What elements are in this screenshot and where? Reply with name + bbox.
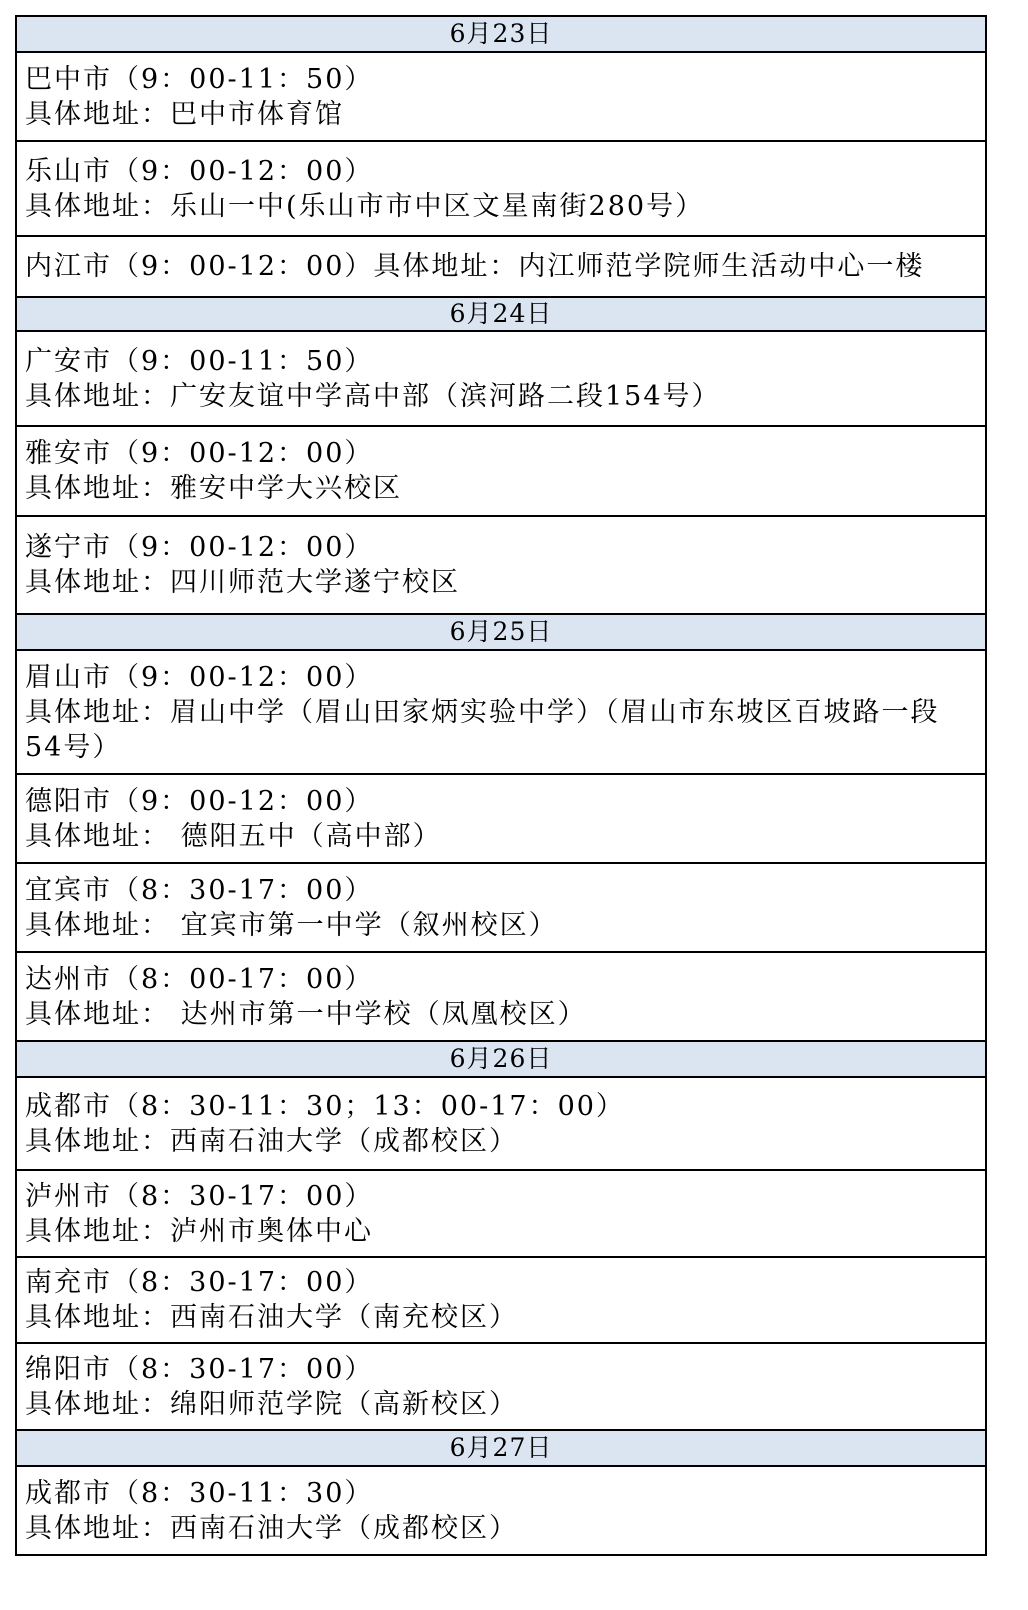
venue-address: 具体地址：广安友谊中学高中部（滨河路二段154号） xyxy=(25,380,721,412)
venue-address: 具体地址： 达州市第一中学校（凤凰校区） xyxy=(25,998,587,1030)
venue-cell xyxy=(16,426,986,516)
venue-address: 具体地址：乐山一中(乐山市市中区文星南街280号） xyxy=(25,190,705,222)
venue-time: 德阳市（9：00-12：00） xyxy=(25,785,374,817)
date-cell: 6月26日 xyxy=(16,1041,986,1077)
venue-row xyxy=(16,426,986,516)
venue-time: 宜宾市（8：30-17：00） xyxy=(25,874,374,906)
venue-time: 绵阳市（8：30-17：00） xyxy=(25,1353,374,1385)
venue-cell xyxy=(16,141,986,236)
venue-time: 泸州市（8：30-17：00） xyxy=(25,1180,374,1212)
venue-time: 乐山市（9：00-12：00） xyxy=(25,155,374,187)
date-cell: 6月24日 xyxy=(16,297,986,331)
venue-time: 遂宁市（9：00-12：00） xyxy=(25,532,374,563)
venue-time: 广安市（9：00-11：50） xyxy=(25,345,374,377)
venue-row xyxy=(16,331,986,426)
venue-cell xyxy=(16,1343,986,1430)
venue-row xyxy=(16,1466,986,1555)
venue-address: 具体地址：巴中市体育馆 xyxy=(25,98,344,130)
venue-row xyxy=(16,1170,986,1257)
date-row xyxy=(16,297,986,331)
date-row xyxy=(16,1430,986,1466)
venue-cell xyxy=(16,1257,986,1343)
venue-address: 具体地址： 宜宾市第一中学（叙州校区） xyxy=(25,909,558,941)
venue-row xyxy=(16,141,986,236)
venue-cell xyxy=(16,774,986,863)
venue-address: 具体地址：西南石油大学（成都校区） xyxy=(25,1512,518,1544)
venue-cell xyxy=(16,516,986,614)
venue-cell xyxy=(16,952,986,1041)
venue-row xyxy=(16,236,986,297)
venue-time: 巴中市（9：00-11：50） xyxy=(25,63,374,95)
venue-time: 雅安市（9：00-12：00） xyxy=(25,438,374,469)
date-cell: 6月27日 xyxy=(16,1430,986,1466)
venue-cell xyxy=(16,1170,986,1257)
venue-address: 具体地址：四川师范大学遂宁校区 xyxy=(25,567,460,598)
date-cell: 6月23日 xyxy=(16,16,986,52)
venue-schedule-table xyxy=(15,15,987,1556)
date-row xyxy=(16,16,986,52)
venue-cell xyxy=(16,1466,986,1555)
venue-row xyxy=(16,863,986,952)
venue-time: 成都市（8：30-11：30；13：00-17：00） xyxy=(25,1090,625,1122)
venue-time-and-address: 内江市（9：00-12：00）具体地址：内江师范学院师生活动中心一楼 xyxy=(25,251,925,282)
venue-cell xyxy=(16,236,986,297)
venue-row xyxy=(16,650,986,774)
venue-address: 具体地址：雅安中学大兴校区 xyxy=(25,473,402,504)
venue-row xyxy=(16,52,986,141)
venue-row xyxy=(16,1257,986,1343)
venue-cell xyxy=(16,52,986,141)
date-row xyxy=(16,614,986,650)
venue-time: 眉山市（9：00-12：00） xyxy=(25,661,374,693)
venue-row xyxy=(16,952,986,1041)
venue-address: 具体地址：绵阳师范学院（高新校区） xyxy=(25,1388,518,1420)
venue-cell xyxy=(16,1077,986,1170)
venue-address: 具体地址： 德阳五中（高中部） xyxy=(25,820,442,852)
date-cell: 6月25日 xyxy=(16,614,986,650)
venue-address: 具体地址：眉山中学（眉山田家炳实验中学）（眉山市东坡区百坡路一段54号） xyxy=(25,696,940,763)
venue-row xyxy=(16,516,986,614)
venue-time: 成都市（8：30-11：30） xyxy=(25,1477,374,1509)
venue-address: 具体地址：西南石油大学（成都校区） xyxy=(25,1125,518,1157)
venue-cell xyxy=(16,650,986,774)
venue-time: 达州市（8：00-17：00） xyxy=(25,963,374,995)
venue-address: 具体地址：西南石油大学（南充校区） xyxy=(25,1302,518,1333)
venue-time: 南充市（8：30-17：00） xyxy=(25,1267,374,1298)
venue-cell xyxy=(16,331,986,426)
venue-address: 具体地址：泸州市奥体中心 xyxy=(25,1215,373,1247)
venue-row xyxy=(16,774,986,863)
venue-row xyxy=(16,1077,986,1170)
venue-row xyxy=(16,1343,986,1430)
date-row xyxy=(16,1041,986,1077)
venue-cell xyxy=(16,863,986,952)
